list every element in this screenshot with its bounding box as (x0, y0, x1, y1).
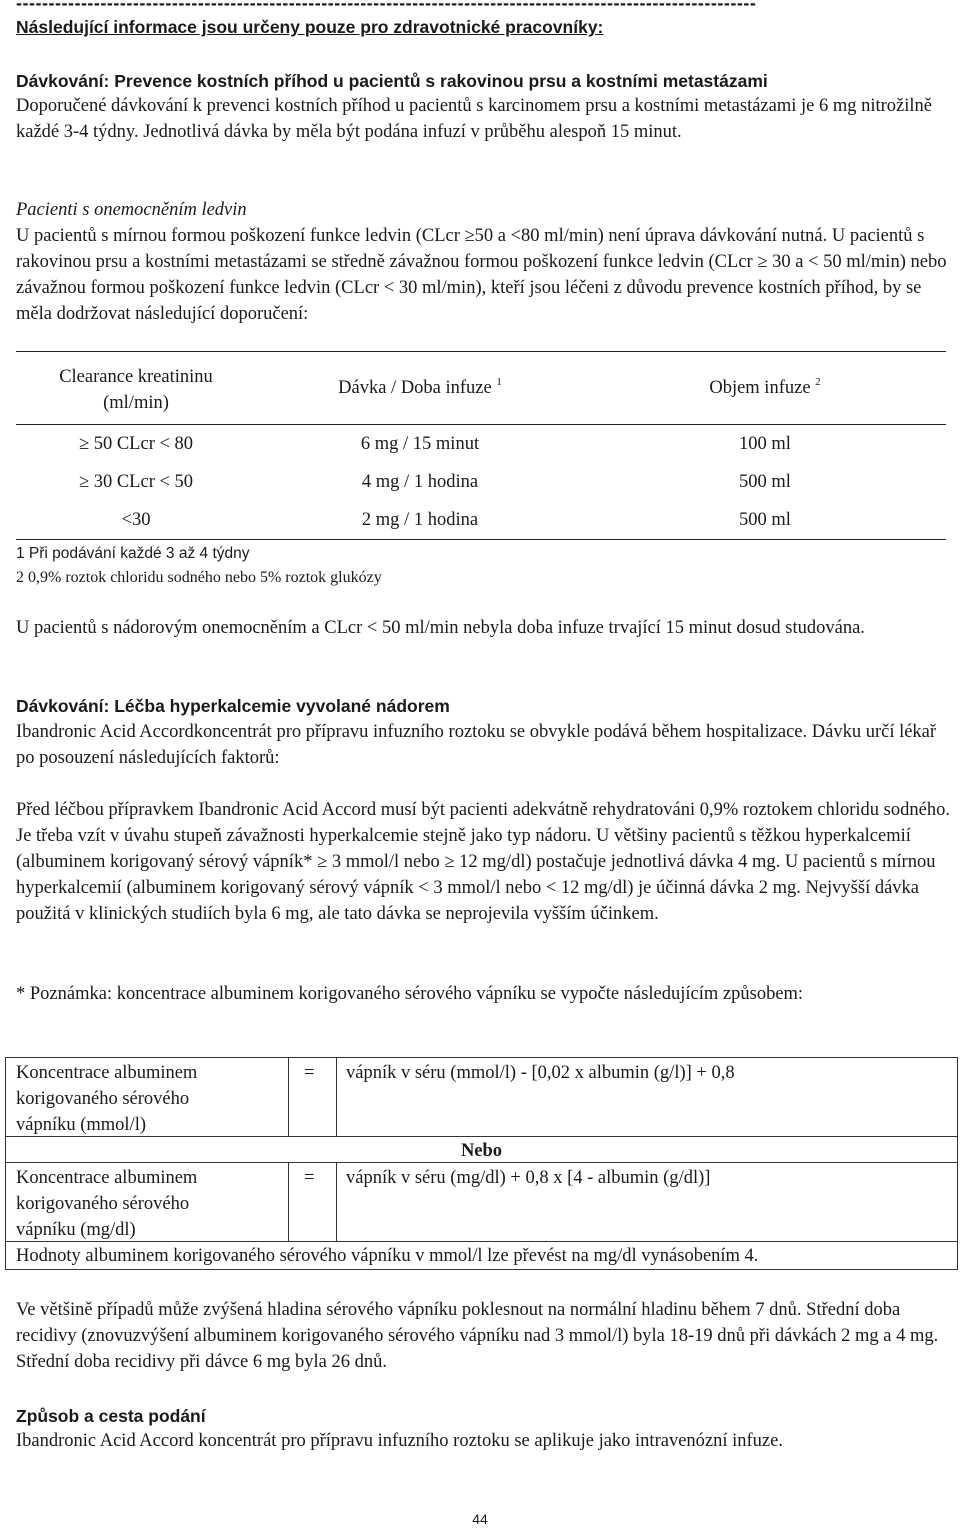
formula-divider (336, 1058, 337, 1136)
formula-mgdl: vápník v séru (mg/dl) + 0,8 x [4 - albumin (g/dl)] (346, 1168, 711, 1188)
table-header-clearance (16, 364, 256, 416)
calcium-note: * Poznámka: koncentrace albuminem korigovaného sérového vápníku se vypočte následujícím způsobem: (16, 984, 804, 1004)
table-row-1-volume: 100 ml (739, 434, 791, 454)
section3-title: Způsob a cesta podání (16, 1406, 206, 1426)
table-footnote-2: 2 0,9% roztok chloridu sodného nebo 5% roztok glukózy (16, 569, 382, 586)
table-header-dose (270, 375, 570, 401)
formula-label-line: vápníku (mg/dl) (16, 1220, 136, 1240)
table-row-3-clcr: <30 (121, 510, 151, 530)
table-row-2-volume: 500 ml (739, 472, 791, 492)
table-row-3-dose: 2 mg / 1 hodina (361, 510, 479, 530)
table-bottom-rule (16, 539, 946, 540)
section2-title: Dávkování: Léčba hyperkalcemie vyvolané nádorem (16, 696, 450, 716)
table-row-2-dose: 4 mg / 1 hodina (361, 472, 479, 492)
table-row-2-clcr: ≥ 30 CLcr < 50 (78, 472, 194, 492)
table-header-volume (630, 375, 900, 401)
formula-label-line: vápníku (mmol/l) (16, 1115, 146, 1135)
dose-header-label: Dávka / Doba infuze (338, 378, 492, 398)
section3-paragraph: Ibandronic Acid Accord koncentrát pro přípravu infuzního roztoku se aplikuje jako intravenózní infuze. (16, 1431, 783, 1451)
footnote-ref-2: 2 (815, 376, 821, 388)
formula-label-line: korigovaného sérového (16, 1194, 190, 1214)
tumor-infusion-paragraph: U pacientů s nádorovým onemocněním a CLcr < 50 ml/min nebyla doba infuze trvající 15 minut dosud studována. (16, 618, 865, 638)
healthcare-notice: Následující informace jsou určeny pouze pro zdravotnické pracovníky: (16, 17, 604, 37)
table-row-1-clcr: ≥ 50 CLcr < 80 (78, 434, 194, 454)
formula-mmol: vápník v séru (mmol/l) - [0,02 x albumin (g/l)] + 0,8 (346, 1063, 735, 1083)
formula-divider (288, 1162, 289, 1241)
section1-title: Dávkování: Prevence kostních příhod u pacientů s rakovinou prsu a kostními metastázami (16, 71, 768, 91)
renal-paragraph: U pacientů s mírnou formou poškození funkce ledvin (CLcr ≥50 a <80 ml/min) není úprava dávkování nutná. U pacientů s rakovinou prsu a kostními metastázami se středně závažnou formou poškození funkce ledvin (CLcr ≥ 30 a < 50 ml/min) nebo závažnou formou poškození funkce ledvin (CLcr < 30 ml/min), kteří jsou léčeni z důvodu prevence kostních příhod, by se měla dodržovat následující doporučení: (16, 226, 947, 324)
formula-or-label: Nebo (460, 1141, 503, 1161)
recurrence-paragraph: Ve většině případů může zvýšená hladina sérového vápníku poklesnout na normální hladinu během 7 dnů. Střední doba recidivy (znovuzvýšení albuminem korigovaného sérového vápníku nad 3 mmol/l) byla 18-19 dnů při dávkách 2 mg a 4 mg. Střední doba recidivy při dávce 6 mg byla 26 dnů. (16, 1300, 939, 1372)
table-row-1-dose: 6 mg / 15 minut (360, 434, 480, 454)
formula-conversion-note: Hodnoty albuminem korigovaného sérového vápníku v mmol/l lze převést na mg/dl vynásobením 4. (16, 1246, 759, 1266)
equals-sign: = (304, 1063, 315, 1083)
formula-label-line: Koncentrace albuminem (16, 1168, 198, 1188)
renal-heading: Pacienti s onemocněním ledvin (16, 200, 247, 220)
formula-label-mmol (16, 1060, 197, 1138)
formula-divider (336, 1162, 337, 1241)
equals-sign: = (304, 1168, 315, 1188)
section2-paragraph-2: Před léčbou přípravkem Ibandronic Acid Accord musí být pacienti adekvátně rehydratováni 0,9% roztokem chloridu sodného. Je třeba vzít v úvahu stupeň závažnosti hyperkalcemie stejně jako typ nádoru. U většiny pacientů s těžkou hyperkalcemií (albuminem korigovaný sérový vápník* ≥ 3 mmol/l nebo ≥ 12 mg/dl) postačuje jednotlivá dávka 4 mg. U pacientů s mírnou hyperkalcemií (albuminem korigovaný sérový vápník < 3 mmol/l nebo < 12 mg/dl) je účinná dávka 2 mg. Nejvyšší dávka použitá v klinických studiích byla 6 mg, ale tato dávka se neprojevila vyšším účinkem. (16, 800, 950, 924)
table-top-rule (16, 351, 946, 352)
section2-paragraph-1: Ibandronic Acid Accordkoncentrát pro přípravu infuzního roztoku se obvykle podává během hospitalizace. Dávku určí lékař po posouzení následujících faktorů: (16, 722, 937, 768)
page-number: 44 (472, 1511, 488, 1527)
formula-table (5, 1057, 958, 1270)
dashed-separator: ------------------------------------------------------------------------------------------------------------------ (16, 0, 757, 13)
formula-label-line: korigovaného sérového (16, 1089, 190, 1109)
footnote-ref-1: 1 (496, 376, 502, 388)
section1-paragraph: Doporučené dávkování k prevenci kostních příhod u pacientů s karcinomem prsu a kostními metastázami je 6 mg nitrožilně každé 3-4 týdny. Jednotlivá dávka by měla být podána infuzí v průběhu alespoň 15 minut. (16, 96, 933, 142)
table-row-3-volume: 500 ml (739, 510, 791, 530)
clearance-label: Clearance kreatininu (59, 367, 213, 387)
formula-divider (288, 1058, 289, 1136)
volume-header-label: Objem infuze (709, 378, 811, 398)
table-footnote-1: 1 Při podávání každé 3 až 4 týdny (16, 545, 250, 562)
formula-label-mgdl (16, 1165, 197, 1243)
formula-label-line: Koncentrace albuminem (16, 1063, 198, 1083)
clearance-unit: (ml/min) (103, 393, 169, 413)
table-header-rule (16, 424, 946, 425)
